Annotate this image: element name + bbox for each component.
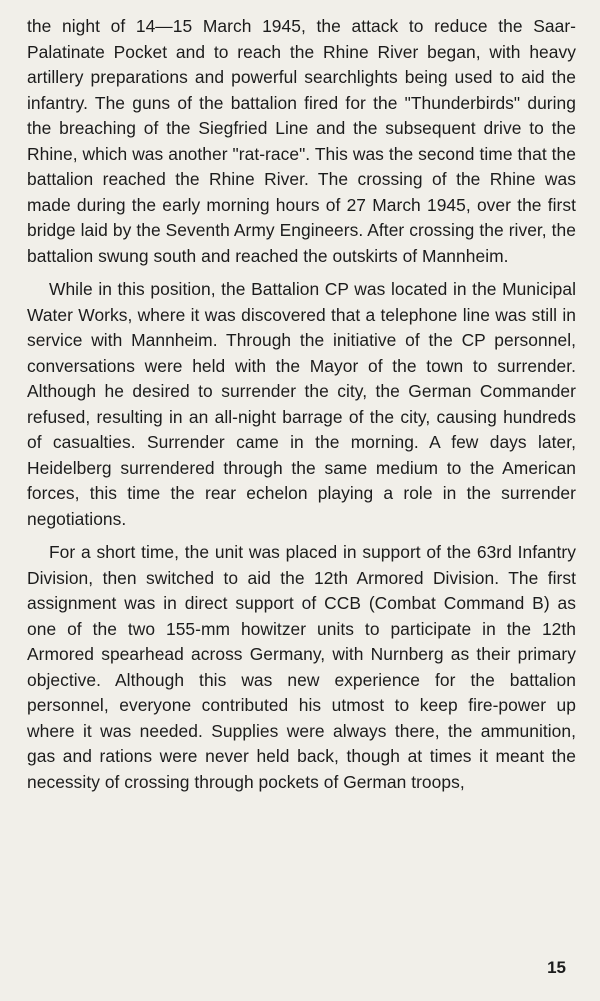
page-number: 15 bbox=[547, 958, 566, 977]
paragraph-2: While in this position, the Battalion CP was located in the Municipal Water Works, where it was discovered that a telephone line was still in service with Mannheim. Through the initiative of the CP personnel, conversations were held with the Mayor of the town to surrender. Although he desired to surrender the city, the German Commander refused, resulting in an all-night barrage of the city, causing hundreds of casualties. Surrender came in the morning. A few days later, Heidelberg surrendered through the same medium to the American forces, this time the rear echelon playing a role in the surrender negotiations. bbox=[27, 279, 576, 529]
paragraph-1: the night of 14—15 March 1945, the attack to reduce the Saar-Palatinate Pocket and to reach the Rhine River began, with heavy artillery preparations and powerful searchlights being used to aid the infantry. The guns of the battalion fired for the "Thunderbirds" during the breaching of the Siegfried Line and the subsequent drive to the Rhine, which was another "rat-race". This was the second time that the battalion reached the Rhine River. The crossing of the Rhine was made during the early morning hours of 27 March 1945, over the first bridge laid by the Seventh Army Engineers. After crossing the river, the battalion swung south and reached the outskirts of Mannheim. bbox=[27, 16, 576, 266]
paragraph-3: For a short time, the unit was placed in support of the 63rd Infantry Division, then switched to aid the 12th Armored Division. The first assignment was in direct support of CCB (Combat Command B) as one of the two 155-mm howitzer units to participate in the 12th Armored spearhead across Germany, with Nurnberg as their primary objective. Although this was new experience for the battalion personnel, everyone contributed his utmost to keep fire-power up where it was needed. Supplies were always there, the ammunition, gas and rations were never held back, though at times it meant the necessity of crossing through pockets of German troops, bbox=[27, 542, 576, 792]
